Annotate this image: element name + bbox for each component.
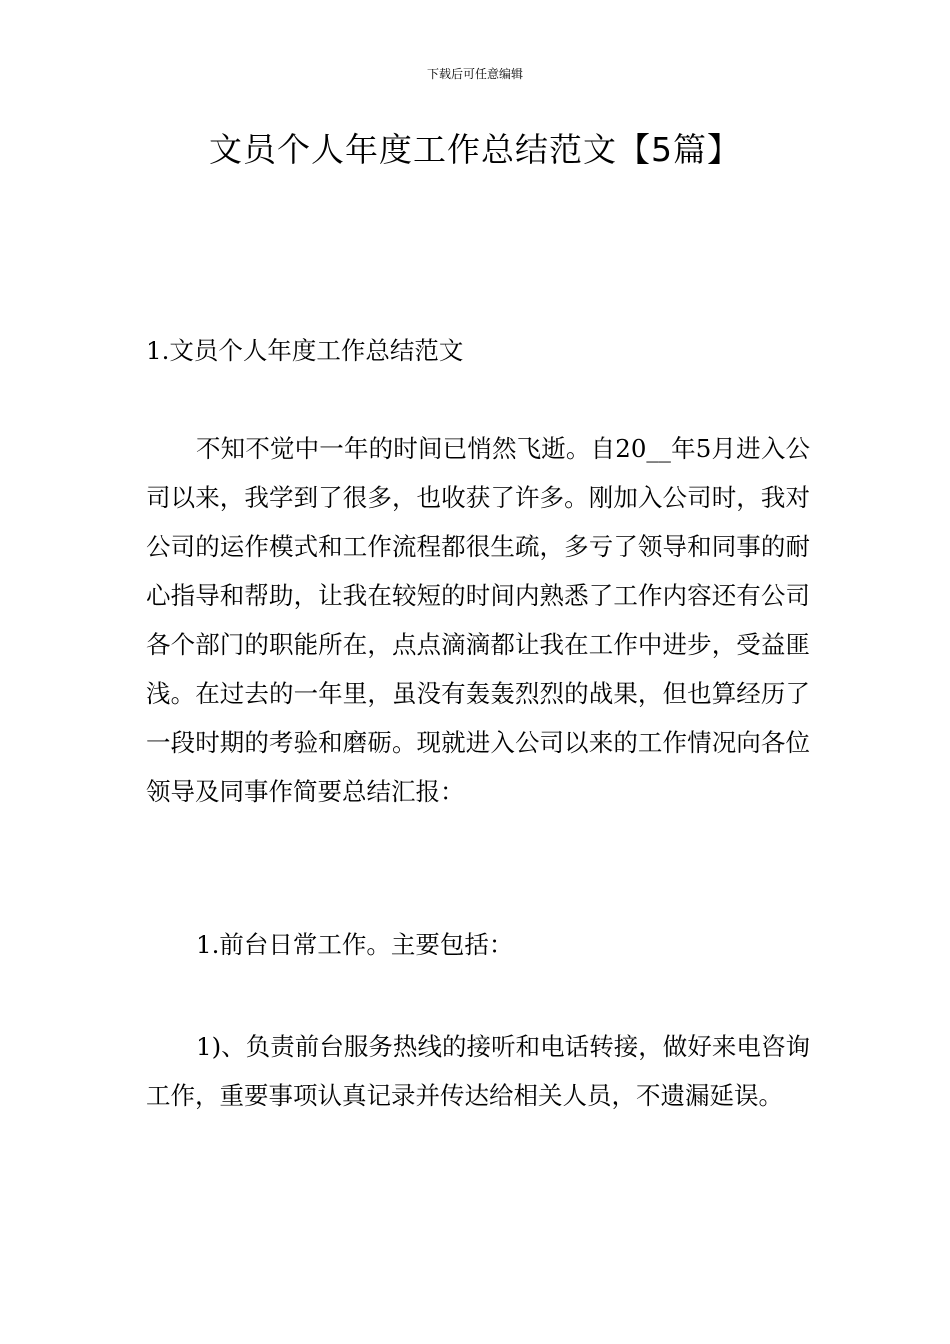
section-heading: 1.文员个人年度工作总结范文 [146, 336, 464, 365]
item-heading: 1.前台日常工作。主要包括： [196, 930, 514, 959]
header-note: 下载后可任意编辑 [426, 67, 523, 81]
item-detail: 1)、负责前台服务热线的接听和电话转接，做好来电咨询工作，重要事项认真记录并传达给相关人员，不遗漏延误。 [146, 1032, 810, 1110]
intro-paragraph: 不知不觉中一年的时间已悄然飞逝。自20__年5月进入公司以来，我学到了很多，也收获了许多。刚加入公司时，我对公司的运作模式和工作流程都很生疏，多亏了领导和同事的耐心指导和帮助，让我在较短的时间内熟悉了工作内容还有公司各个部门的职能所在，点点滴滴都让我在工作中进步，受益匪浅。在过去的一年里，虽没有轰轰烈烈的战果，但也算经历了一段时期的考验和磨砺。现就进入公司以来的工作情况向各位领导及同事作简要总结汇报： [146, 434, 810, 806]
document-title: 文员个人年度工作总结范文【5篇】 [209, 130, 741, 169]
